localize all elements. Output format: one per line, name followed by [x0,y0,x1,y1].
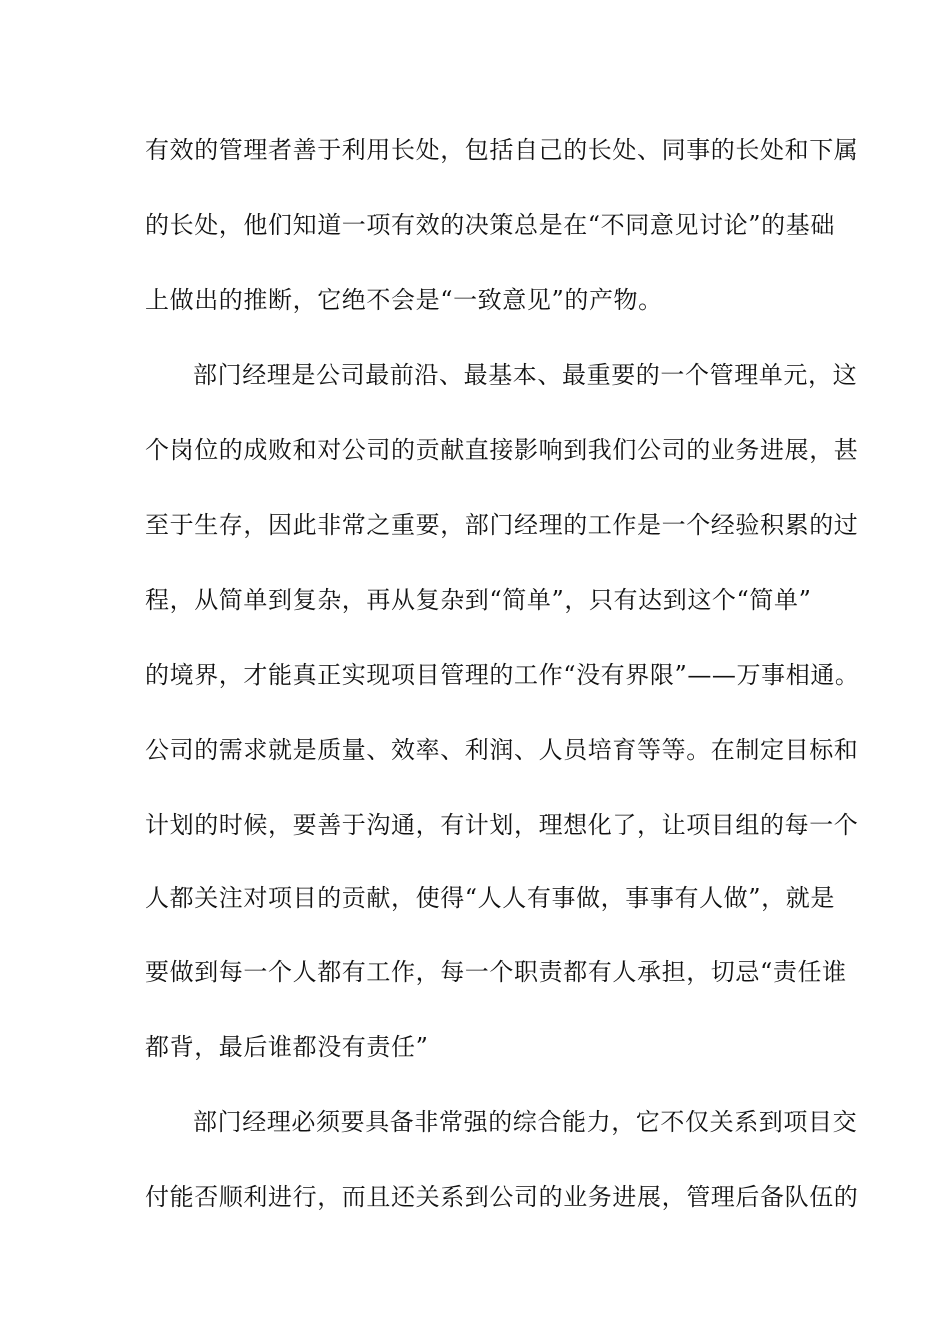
paragraph-first-line: 部门经理是公司最前沿、最基本、最重要的一个管理单元，这 [193,361,858,389]
text-line: 要做到每一个人都有工作，每一个职责都有人承担，切忌“责任谁 [145,958,847,986]
text-line: 都背，最后谁都没有责任” [145,1033,429,1061]
paragraph-first-line: 部门经理必须要具备非常强的综合能力，它不仅关系到项目交 [193,1108,858,1136]
text-line: 的境界，才能真正实现项目管理的工作“没有界限”——万事相通。 [145,661,860,689]
text-line: 程，从简单到复杂，再从复杂到“简单”，只有达到这个“简单” [145,586,812,614]
text-line: 付能否顺利进行，而且还关系到公司的业务进展，管理后备队伍的 [145,1183,859,1211]
text-line: 有效的管理者善于利用长处，包括自己的长处、同事的长处和下属 [145,136,859,164]
text-line: 公司的需求就是质量、效率、利润、人员培育等等。在制定目标和 [145,736,859,764]
text-line: 上做出的推断，它绝不会是“一致意见”的产物。 [145,286,663,314]
text-line: 的长处，他们知道一项有效的决策总是在“不同意见讨论”的基础 [145,211,835,239]
text-line: 计划的时候，要善于沟通，有计划，理想化了，让项目组的每一个 [145,811,859,839]
text-line: 个岗位的成败和对公司的贡献直接影响到我们公司的业务进展，甚 [145,436,859,464]
text-line: 人都关注对项目的贡献，使得“人人有事做，事事有人做”，就是 [145,884,835,912]
text-line: 至于生存，因此非常之重要，部门经理的工作是一个经验积累的过 [145,511,859,539]
